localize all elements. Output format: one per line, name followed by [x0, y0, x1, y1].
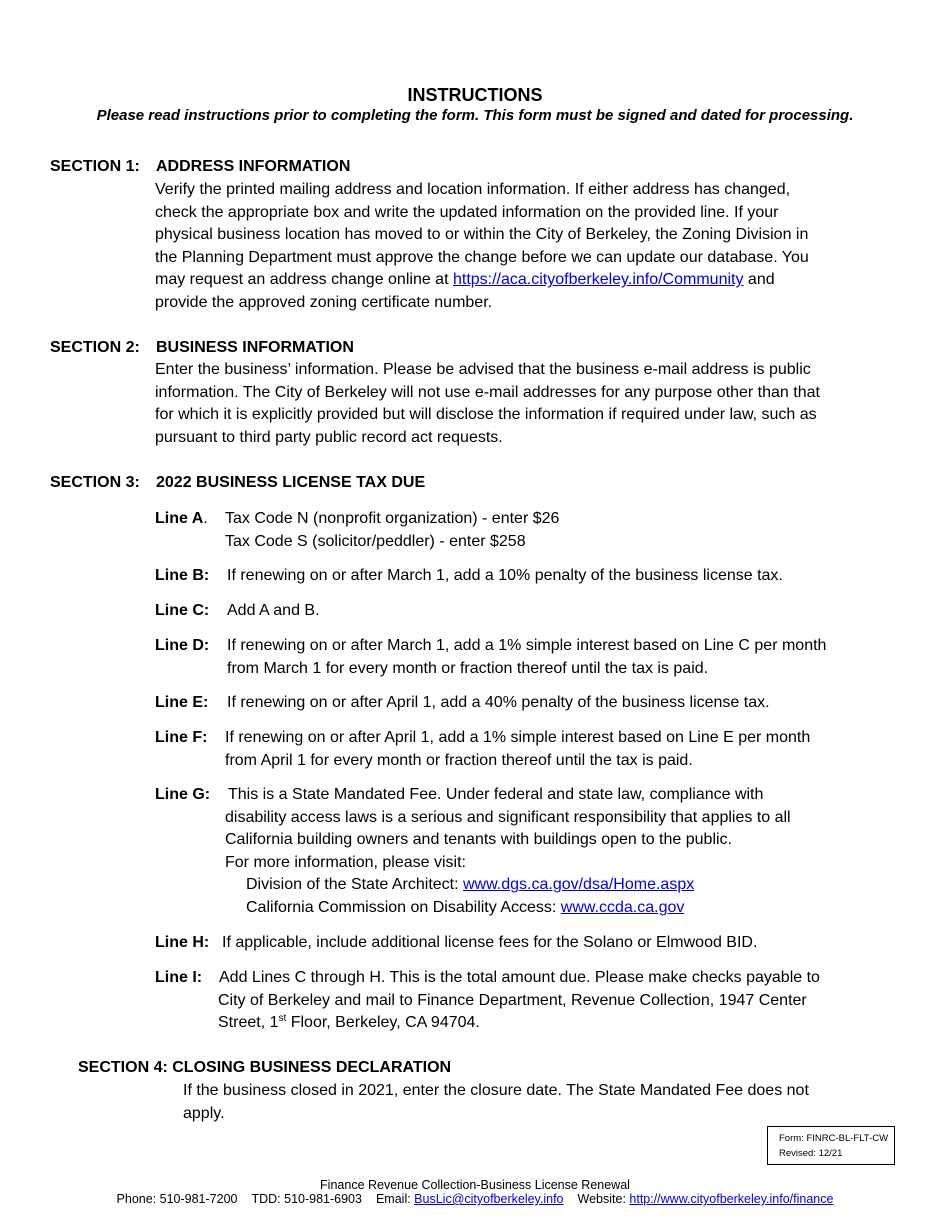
section-3-heading [50, 473, 425, 493]
section-1-line: check the appropriate box and write the updated information on the provided line. If your [155, 203, 779, 221]
page-title: INSTRUCTIONS [407, 85, 543, 105]
footer-tdd: TDD: 510-981-6903 [251, 1192, 362, 1206]
section-1-line: the Planning Department must approve the change before we can update our database. You [155, 248, 809, 266]
footer-title: Finance Revenue Collection-Business License Renewal [320, 1178, 630, 1192]
section-4-text [183, 1080, 883, 1125]
footer-phone: Phone: 510-981-7200 [116, 1192, 238, 1206]
line-i-key: Line I: [155, 969, 203, 986]
section-1-label: SECTION 1: [50, 158, 140, 175]
section-4-label: SECTION 4: [78, 1059, 168, 1076]
section-2-title: BUSINESS INFORMATION [156, 339, 354, 356]
section-4-heading [78, 1058, 451, 1078]
footer-website-link[interactable]: http://www.cityofberkeley.info/finance [629, 1192, 834, 1206]
section-4-line: If the business closed in 2021, enter the closure date. The State Mandated Fee does not [183, 1082, 809, 1099]
line-e-key: Line E: [155, 694, 209, 711]
line-e-text: If renewing on or after April 1, add a 40% penalty of the business license tax. [227, 694, 770, 711]
line-i-text: Street, 1st Floor, Berkeley, CA 94704. [218, 1013, 480, 1032]
line-i [155, 967, 885, 1037]
line-f-text: If renewing on or after April 1, add a 1% simple interest based on Line E per month [225, 729, 811, 746]
section-2-line: pursuant to third party public record act requests. [155, 428, 503, 446]
line-a [155, 508, 885, 554]
dsa-link[interactable]: www.dgs.ca.gov/dsa/Home.aspx [463, 876, 695, 894]
ccda-line: California Commission on Disability Access: www.ccda.ca.gov [246, 898, 685, 916]
line-b [155, 565, 885, 588]
line-g-text: This is a State Mandated Fee. Under federal and state law, compliance with [228, 786, 764, 803]
line-f-text: from April 1 for every month or fraction thereof until the tax is paid. [225, 751, 693, 769]
line-a-text: Tax Code N (nonprofit organization) - enter $26 [225, 510, 560, 527]
section-1-line: Verify the printed mailing address and location information. If either address has changed, [155, 181, 791, 198]
section-2-label: SECTION 2: [50, 339, 140, 356]
section-2-line: information. The City of Berkeley will not use e-mail addresses for any purpose other than that [155, 383, 820, 401]
line-h [155, 932, 885, 955]
section-1-heading [50, 157, 350, 177]
footer-contact: Phone: 510-981-7200 TDD: 510-981-6903 Email: BusLic@cityofberkeley.info Website: http://www.cityofberkeley.info/finance [116, 1192, 834, 1206]
line-d [155, 635, 885, 681]
section-2-heading [50, 338, 354, 358]
section-1-title: ADDRESS INFORMATION [156, 158, 351, 175]
form-number-box [767, 1126, 895, 1165]
section-1-line: physical business location has moved to or within the City of Berkeley, the Zoning Division in [155, 226, 809, 244]
section-3-label: SECTION 3: [50, 474, 140, 491]
section-1-line: may request an address change online at https://aca.cityofberkeley.info/Community and [155, 271, 775, 289]
section-3-title: 2022 BUSINESS LICENSE TAX DUE [156, 474, 426, 491]
line-i-text: City of Berkeley and mail to Finance Department, Revenue Collection, 1947 Center [218, 991, 807, 1009]
section-1-line: provide the approved zoning certificate number. [155, 293, 493, 311]
line-g-text: For more information, please visit: [225, 853, 466, 871]
section-4-title: CLOSING BUSINESS DECLARATION [172, 1059, 452, 1076]
line-d-key: Line D: [155, 637, 210, 654]
footer-email-link[interactable]: BusLic@cityofberkeley.info [414, 1192, 564, 1206]
section-2-line: for which it is explicitly provided but will disclose the information if required under law, such as [155, 406, 817, 424]
section-2-line: Enter the business’ information. Please be advised that the business e-mail address is public [155, 361, 811, 378]
line-a-key: Line A. [155, 510, 208, 527]
line-c [155, 600, 885, 623]
line-c-key: Line C: [155, 602, 210, 619]
line-b-key: Line B: [155, 567, 210, 584]
line-d-text: from March 1 for every month or fraction thereof until the tax is paid. [227, 659, 709, 677]
section-2-text [155, 359, 895, 449]
page-subtitle: Please read instructions prior to completing the form. This form must be signed and dated for processing. [96, 107, 854, 124]
section-4-line: apply. [183, 1104, 225, 1122]
line-g-text: disability access laws is a serious and significant responsibility that applies to all [225, 808, 791, 826]
form-revised: Revised: 12/21 [779, 1148, 843, 1159]
line-a-text: Tax Code S (solicitor/peddler) - enter $258 [225, 532, 526, 550]
line-g [155, 784, 885, 924]
line-i-text: Add Lines C through H. This is the total amount due. Please make checks payable to [219, 969, 820, 986]
dsa-line: Division of the State Architect: www.dgs.ca.gov/dsa/Home.aspx [246, 876, 695, 894]
line-g-text: California building owners and tenants with buildings open to the public. [225, 831, 732, 849]
section-1-text [155, 179, 895, 315]
ccda-link[interactable]: www.ccda.ca.gov [560, 898, 685, 916]
line-f [155, 727, 885, 773]
line-h-key: Line H: [155, 934, 210, 951]
line-b-text: If renewing on or after March 1, add a 10% penalty of the business license tax. [227, 567, 783, 584]
line-e [155, 692, 885, 715]
line-f-key: Line F: [155, 729, 208, 746]
line-d-text: If renewing on or after March 1, add a 1% simple interest based on Line C per month [227, 637, 827, 654]
line-c-text: Add A and B. [227, 602, 320, 619]
line-h-text: If applicable, include additional license fees for the Solano or Elmwood BID. [222, 934, 758, 951]
community-link[interactable]: https://aca.cityofberkeley.info/Community [452, 271, 744, 289]
form-number: Form: FINRC-BL-FLT-CW [779, 1133, 889, 1144]
line-g-key: Line G: [155, 786, 211, 803]
